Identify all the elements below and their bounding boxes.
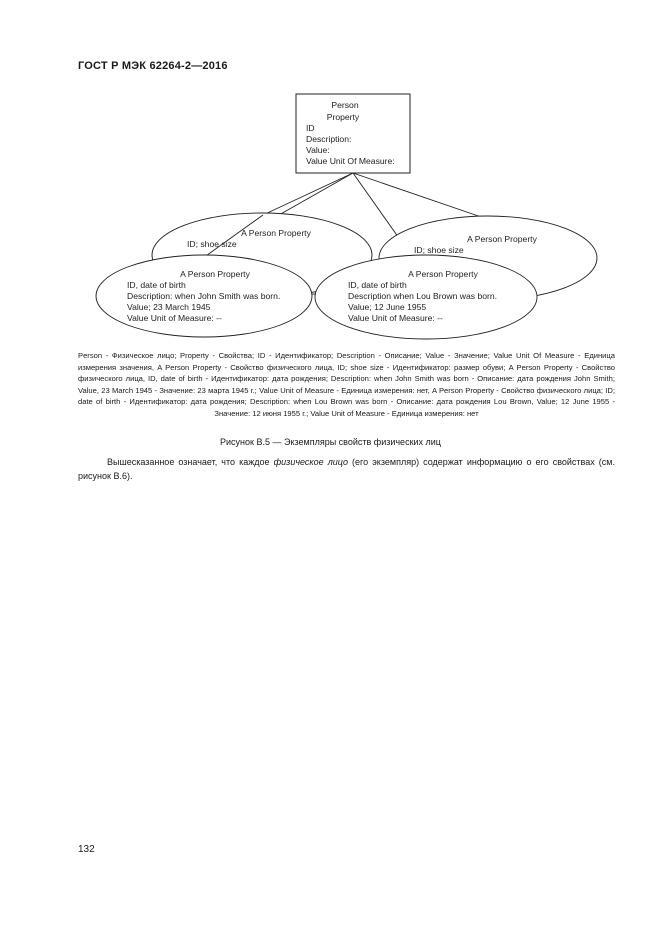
- front-right-line2: Description when Lou Brown was born.: [348, 291, 498, 301]
- back-right-line1: ID; shoe size: [414, 245, 464, 255]
- front-right-title: A Person Property: [408, 269, 478, 279]
- page-number: 132: [78, 844, 95, 855]
- back-right-title: A Person Property: [467, 234, 537, 244]
- paragraph-text-before: Вышесказанное означает, что каждое: [107, 457, 274, 467]
- class-title-line1: Person: [331, 100, 359, 110]
- paragraph-emphasis: физическое лицо: [273, 457, 348, 467]
- class-attr-value: Value:: [306, 145, 330, 155]
- front-left-line1: ID, date of birth: [127, 280, 186, 290]
- class-attr-description: Description:: [306, 134, 352, 144]
- back-left-line1: ID; shoe size: [187, 239, 237, 249]
- connector-back-right: [353, 173, 490, 220]
- class-attr-id: ID: [306, 123, 315, 133]
- body-paragraph: [78, 456, 615, 483]
- front-right-line1: ID, date of birth: [348, 280, 407, 290]
- document-header: ГОСТ Р МЭК 62264-2—2016: [78, 60, 228, 72]
- figure-legend: Person - Физическое лицо; Property - Свойства; ID - Идентификатор; Description - Описание; Value - Значение; Value Unit Of Measure - Единица измерения значения, A Person Property - Свойство физического лица, ID; shoe size - Идентификатор: размер обуви; A Person Property - Свойство физического лица, ID, date of birth - Идентификатор: дата рождения; Description: when John Smith was born - Описание: дата рождения John Smith; Value, 23 March 1945 - Значение: 23 марта 1945 г.; Value Unit of Measure - Единица измерения: нет, A Person Property - Свойство физического лица; ID; date of birth - Идентификатор: дата рождения; Description: when Lou Brown was born - Описание: дата рождения Lou Brown, Value; 12 June 1955 - Значение: 12 июня 1955 г.; Value Unit of Measure - Единица измерения: нет: [78, 351, 615, 418]
- front-left-title: A Person Property: [180, 269, 250, 279]
- class-title-line2: Property: [326, 112, 360, 122]
- back-left-title: A Person Property: [241, 228, 311, 238]
- class-attr-unit: Value Unit Of Measure:: [306, 156, 395, 166]
- front-right-line3: Value; 12 June 1955: [348, 302, 427, 312]
- front-left-line4: Value Unit of Measure: --: [127, 313, 222, 323]
- connector-back-left: [263, 173, 353, 215]
- paragraph-text-after: (его экземпляр) содержат информацию о его свойствах (см. рисунок В.6).: [78, 457, 615, 481]
- person-property-diagram: [0, 0, 661, 360]
- front-left-line2: Description: when John Smith was born.: [127, 291, 281, 301]
- front-right-line4: Value Unit of Measure: --: [348, 313, 443, 323]
- figure-caption: Рисунок В.5 — Экземпляры свойств физических лиц: [220, 437, 441, 447]
- front-left-line3: Value; 23 March 1945: [127, 302, 211, 312]
